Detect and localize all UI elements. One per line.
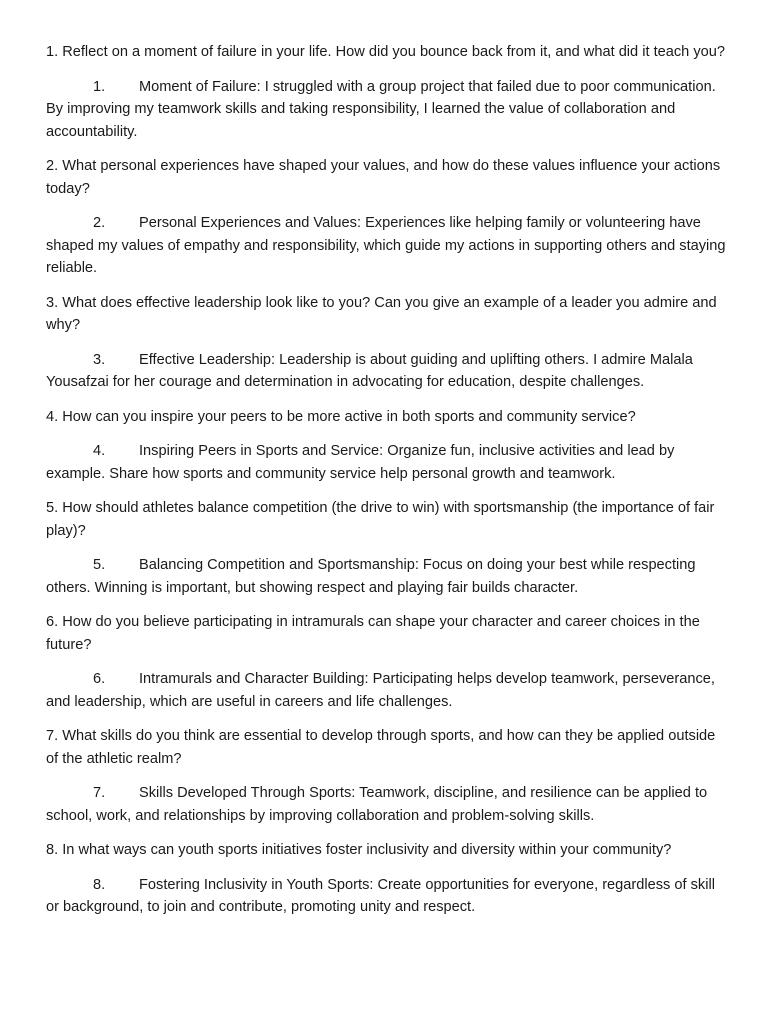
answer-number-7: 7.	[93, 785, 106, 801]
answer-number-6: 6.	[93, 671, 106, 687]
answer-number-2: 2.	[93, 215, 106, 231]
question-7: 7. What skills do you think are essential to develop through sports, and how can they be applied outside of the athletic realm?	[46, 728, 716, 767]
answer-5	[46, 554, 728, 599]
answer-text-8: Fostering Inclusivity in Youth Sports: Create opportunities for everyone, regardless of skill or background, to join and contribute, promoting unity and respect.	[46, 876, 715, 915]
answer-text-5: Balancing Competition and Sportsmanship: Focus on doing your best while respecting others. Winning is important, but showing respect and playing fair builds character.	[46, 557, 696, 596]
answer-7	[46, 782, 728, 827]
answer-1	[46, 76, 728, 144]
question-5: 5. How should athletes balance competition (the drive to win) with sportsmanship (the importance of fair play)?	[46, 500, 715, 539]
question-1: 1. Reflect on a moment of failure in your life. How did you bounce back from it, and what did it teach you?	[46, 44, 725, 60]
qa-block-7	[46, 725, 728, 827]
answer-number-8: 8.	[93, 876, 106, 893]
qa-block-4	[46, 406, 728, 486]
qa-block-2	[46, 155, 728, 280]
answer-text-2: Personal Experiences and Values: Experiences like helping family or volunteering have shaped my values of empathy and responsibility, which guide my actions in supporting others and staying reliable.	[46, 215, 726, 276]
answer-number-5: 5.	[93, 557, 106, 573]
answer-text-6: Intramurals and Character Building: Participating helps develop teamwork, perseverance, and leadership, which are useful in careers and life challenges.	[46, 671, 715, 710]
qa-block-1	[46, 41, 728, 143]
question-2: 2. What personal experiences have shaped your values, and how do these values influence your actions today?	[46, 158, 721, 197]
qa-block-8	[46, 839, 728, 919]
answer-text-7: Skills Developed Through Sports: Teamwork, discipline, and resilience can be applied to school, work, and relationships by improving collaboration and problem-solving skills.	[46, 785, 708, 824]
answer-8	[46, 874, 728, 919]
answer-number-1: 1.	[93, 78, 106, 95]
qa-block-3	[46, 292, 728, 394]
question-6: 6. How do you believe participating in intramurals can shape your character and career choices in the future?	[46, 614, 700, 653]
answer-number-4: 4.	[93, 443, 106, 459]
answer-text-4: Inspiring Peers in Sports and Service: Organize fun, inclusive activities and lead by example. Share how sports and community service help personal growth and teamwork.	[46, 443, 675, 482]
answer-2	[46, 212, 728, 280]
answer-text-3: Effective Leadership: Leadership is about guiding and uplifting others. I admire Malala Yousafzai for her courage and determination in advocating for education, despite challenges.	[46, 351, 693, 390]
answer-4	[46, 440, 728, 485]
answer-number-3: 3.	[93, 351, 106, 368]
answer-6	[46, 668, 728, 713]
question-4: 4. How can you inspire your peers to be more active in both sports and community service?	[46, 408, 636, 425]
qa-block-5	[46, 497, 728, 599]
answer-3	[46, 349, 728, 394]
answer-text-1: Moment of Failure: I struggled with a group project that failed due to poor communication. By improving my teamwork skills and taking responsibility, I learned the value of collaboration and accountability.	[46, 78, 716, 140]
question-8: 8. In what ways can youth sports initiatives foster inclusivity and diversity within your community?	[46, 842, 672, 858]
question-3: 3. What does effective leadership look like to you? Can you give an example of a leader you admire and why?	[46, 294, 717, 333]
qa-block-6	[46, 611, 728, 713]
